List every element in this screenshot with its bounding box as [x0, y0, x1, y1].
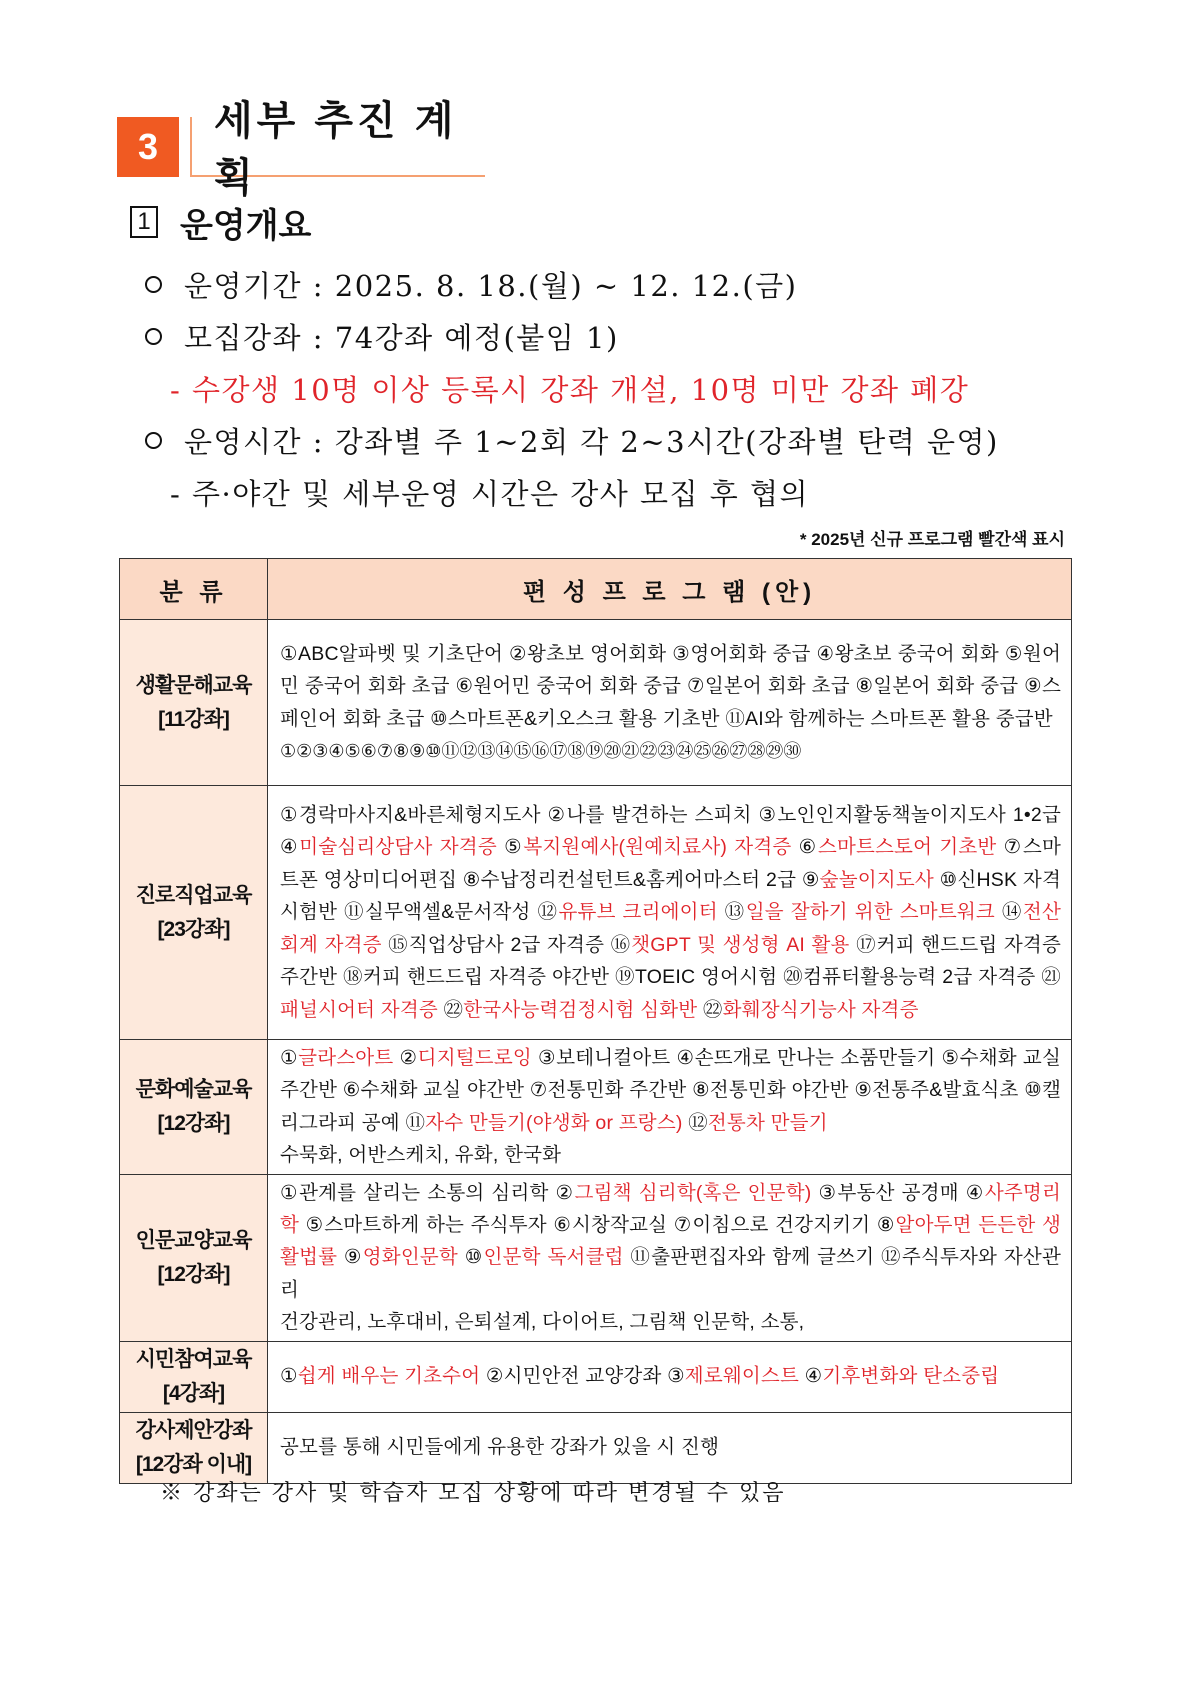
overview-subline-schedule — [170, 470, 809, 514]
program-list-cell — [268, 786, 1072, 1040]
new-program-text: 제로웨이스트 — [684, 1365, 800, 1388]
program-list-cell — [268, 620, 1072, 786]
header-category: 분 류 — [120, 559, 268, 620]
new-program-text: 글라스아트 — [298, 1047, 394, 1069]
overview-text: - 수강생 10명 이상 등록시 강좌 개설, 10명 미만 강좌 폐강 — [170, 372, 970, 407]
category-cell — [120, 1040, 268, 1175]
new-program-text: 자수 만들기(야생화 or 프랑스) — [425, 1111, 683, 1134]
program-text: ④ — [799, 1365, 823, 1388]
overview-text: - 주·야간 및 세부운영 시간은 강사 모집 후 협의 — [170, 476, 810, 511]
new-program-text: 일을 잘하기 위한 스마트워크 — [745, 901, 995, 924]
new-program-text: 화훼장식기능사 자격증 — [722, 998, 919, 1021]
subsection-number-box: 1 — [130, 206, 158, 238]
program-text: ⑬ — [717, 901, 746, 924]
overview-text: 운영기간 : 2025. 8. 18.(월) ~ 12. 12.(금) — [184, 268, 798, 303]
subsection-heading — [130, 200, 311, 244]
table-row — [120, 620, 1072, 786]
overview-text: 운영시간 : 강좌별 주 1~2회 각 2~3시간(강좌별 탄력 운영) — [184, 424, 999, 459]
category-count: [4강좌] — [162, 1381, 225, 1405]
program-text: ⑥ — [791, 836, 818, 859]
new-program-text: 한국사능력검정시험 심화반 — [463, 998, 698, 1021]
table-row — [120, 786, 1072, 1040]
category-name: 인문교양교육 — [135, 1228, 252, 1252]
category-name: 시민참여교육 — [135, 1347, 252, 1371]
program-text: ⑨ — [337, 1246, 363, 1269]
program-list-cell — [268, 1040, 1072, 1175]
footer-note: ※ 강좌는 강사 및 학습자 모집 상황에 따라 변경될 수 있음 — [160, 1481, 786, 1506]
program-text: ①관계를 살리는 소통의 심리학 ② — [280, 1181, 575, 1204]
header-programs: 편 성 프 로 그 램 (안) — [268, 559, 1072, 620]
table-row — [120, 1040, 1072, 1175]
table-row — [120, 1341, 1072, 1412]
program-text: ③보테니컬아트 ④손뜨개로 만나는 소품만들기 ⑤수채화 교실 주간반 ⑥수채화 교실 야간반 ⑦전통민화 주간반 ⑧전통민화 야간반 ⑨전통주&발효식초 ⑩캘리그라피 공예 ⑪ — [280, 1047, 1061, 1134]
category-count: [12강좌] — [157, 1111, 230, 1135]
program-text: ⑮직업상담사 2급 자격증 ⑯ — [381, 933, 632, 956]
category-count: [23강좌] — [157, 917, 230, 941]
category-name: 문화예술교육 — [135, 1077, 252, 1101]
program-text: ⑭ — [994, 901, 1023, 924]
new-program-text: 알아두면 든든한 생활법률 — [280, 1214, 1061, 1269]
overview-line-period — [145, 262, 798, 306]
new-program-text: 그림책 심리학(혹은 인문학) — [574, 1181, 812, 1204]
program-list-cell — [268, 1341, 1072, 1412]
program-text: ① — [280, 1365, 298, 1388]
program-text: ⑤ — [496, 836, 524, 859]
program-list — [280, 1177, 1061, 1307]
program-list — [280, 638, 1061, 735]
circle-bullet-icon — [145, 276, 162, 293]
program-table — [119, 558, 1072, 1484]
new-program-text: 쉽게 배우는 기초수어 — [297, 1365, 481, 1388]
program-text: ⑩신HSK 자격시험반 ⑪실무액셀&문서작성 ⑫ — [280, 868, 1061, 924]
program-text: ⑩ — [457, 1246, 484, 1269]
circle-bullet-icon — [145, 432, 162, 449]
table-row — [120, 1412, 1072, 1483]
overview-subline-minimum — [170, 366, 969, 410]
program-text: ②시민안전 교양강좌 ③ — [480, 1365, 685, 1388]
category-name: 강사제안강좌 — [135, 1418, 252, 1442]
program-list-cell — [268, 1174, 1072, 1341]
program-list — [280, 1431, 1061, 1463]
category-name: 진로직업교육 — [135, 883, 252, 907]
new-program-text: 미술심리상담사 자격증 — [299, 836, 497, 859]
overview-text: 모집강좌 : 74강좌 예정(붙임 1) — [184, 320, 619, 355]
circle-bullet-icon — [145, 328, 162, 345]
new-program-text: 숲놀이지도사 — [819, 868, 934, 891]
overview-line-courses — [145, 314, 619, 358]
program-text: ① — [280, 1047, 299, 1069]
category-cell — [120, 620, 268, 786]
category-count: [11강좌] — [158, 707, 229, 731]
new-program-text: 영화인문학 — [362, 1246, 458, 1269]
subsection-title: 운영개요 — [180, 206, 312, 245]
new-program-text: 인문학 독서클럽 — [483, 1246, 624, 1269]
category-cell — [120, 1412, 268, 1483]
program-text: ㉒ — [437, 998, 464, 1021]
overview-line-hours — [145, 418, 999, 462]
section-number-badge: 3 — [117, 117, 179, 177]
program-text: 공모를 통해 시민들에게 유용한 강좌가 있을 시 진행 — [280, 1436, 720, 1459]
program-text: ⑫ — [682, 1111, 708, 1134]
new-program-note: * 2025년 신규 프로그램 빨간색 표시 — [799, 530, 1065, 549]
new-program-text: 전통차 만들기 — [707, 1111, 828, 1134]
category-cell — [120, 786, 268, 1040]
program-text: ①경락마사지&바른체형지도사 ②나를 발견하는 스피치 ③노인인지활동책놀이지도사 1•2급 ④ — [280, 804, 1061, 859]
category-cell — [120, 1174, 268, 1341]
new-program-text: 전산회계 자격증 — [280, 901, 1061, 956]
new-program-text: 기후변화와 탄소중립 — [822, 1365, 1000, 1388]
new-program-text: 유튜브 크리에이터 — [558, 901, 718, 924]
program-text: ⑰커피 핸드드립 자격증 주간반 ⑱커피 핸드드립 자격증 야간반 ⑲TOEIC 영어시험 ⑳컴퓨터활용능력 2급 자격증 ㉑ — [280, 933, 1062, 989]
program-list-cell — [268, 1412, 1072, 1483]
new-program-text: 사주명리학 — [280, 1181, 1061, 1237]
category-name: 생활문해교육 — [135, 673, 252, 697]
program-text: ㉒ — [697, 998, 723, 1021]
program-text: ⑪출판편집자와 함께 글쓰기 ⑫주식투자와 자산관리 — [280, 1246, 1061, 1301]
program-extra-line: ①②③④⑤⑥⑦⑧⑨⑩⑪⑫⑬⑭⑮⑯⑰⑱⑲⑳㉑㉒㉓㉔㉕㉖㉗㉘㉙㉚ — [280, 740, 802, 761]
program-text: ② — [393, 1047, 418, 1069]
program-list — [280, 1360, 1061, 1392]
category-cell — [120, 1341, 268, 1412]
program-text: ①ABC알파벳 및 기초단어 ②왕초보 영어회화 ③영어회화 중급 ④왕초보 중국어 회화 ⑤원어민 중국어 회화 초급 ⑥원어민 중국어 회화 중급 ⑦일본어 회화 초급 ⑧일본어 회화 중급 ⑨스페인어 회화 초급 ⑩스마트폰&키오스크 활용 기초반 ⑪AI와 함께하는 스마트폰 활용 중급반 — [280, 642, 1061, 730]
table-header-row — [120, 559, 1072, 620]
program-text: ③부동산 공경매 ④ — [811, 1181, 985, 1204]
program-text: ⑤스마트하게 하는 주식투자 ⑥시창작교실 ⑦이침으로 건강지키기 ⑧ — [299, 1214, 896, 1237]
table-row — [120, 1174, 1072, 1341]
new-program-text: 복지원예사(원예치료사) 자격증 — [523, 836, 792, 859]
new-program-text: 패널시어터 자격증 — [280, 998, 438, 1021]
new-program-text: 디지털드로잉 — [417, 1047, 532, 1069]
program-list — [280, 1042, 1061, 1139]
program-extra-line: 건강관리, 노후대비, 은퇴설계, 다이어트, 그림책 인문학, 소통, — [280, 1311, 805, 1334]
section-title: 세부 추진 계획 — [190, 117, 485, 177]
new-program-text: 스마트스토어 기초반 — [817, 836, 997, 859]
program-list — [280, 799, 1061, 1026]
category-count: [12강좌 이내] — [135, 1452, 252, 1476]
category-count: [12강좌] — [157, 1262, 230, 1286]
program-extra-line: 수묵화, 어반스케치, 유화, 한국화 — [280, 1144, 562, 1167]
new-program-text: 챗GPT 및 생성형 AI 활용 — [631, 933, 850, 956]
program-text: ⑦스마트폰 영상미디어편집 ⑧수납정리컨설턴트&홈케어마스터 2급 ⑨ — [280, 836, 1061, 891]
